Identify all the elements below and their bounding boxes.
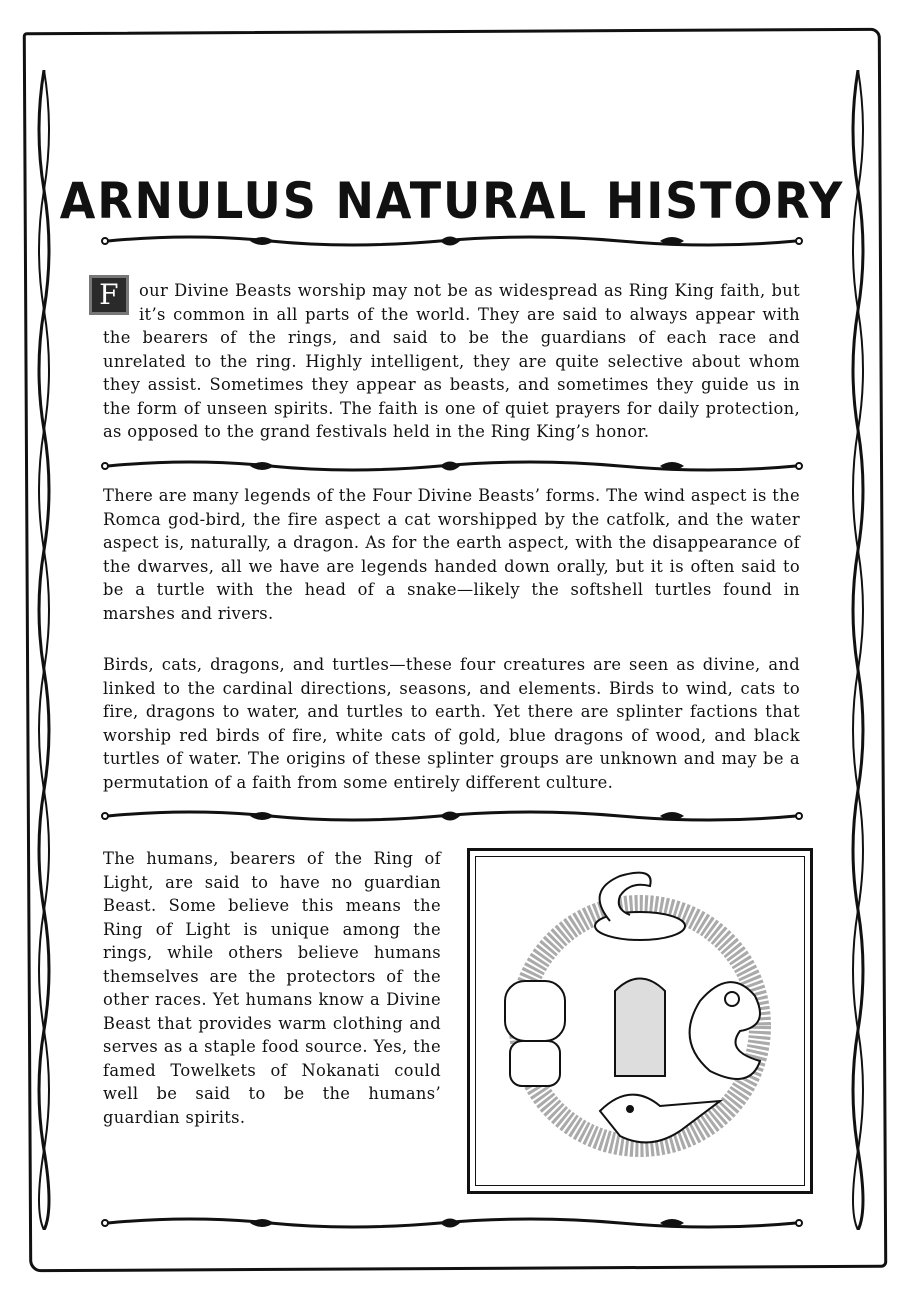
paragraph-intro: [99, 278, 800, 444]
paragraph-humans: The humans, bearers of the Ring of Light, are said to have no guardian Beast. Some believe this means the Ring of Light is unique among the rings, while others believe humans themselves are the protectors of the other races. Yet humans know a Divine Beast that provides warm clothing and serves as a staple food source. Yes, the famed Towelkets of Nokanati could well be said to be the humans’ guardian spirits.: [103, 849, 441, 1127]
paragraph-creatures: Birds, cats, dragons, and turtles—these four creatures are seen as divine, and linked to the cardinal directions, seasons, and elements. Birds to wind, cats to fire, dragons to water, and turtles to earth. Yet there are splinter factions that worship red birds of fire, white cats of gold, blue dragons of wood, and black turtles of water. The origins of these splinter groups are unknown and may be a permutation of a faith from some entirely different culture.: [103, 655, 800, 792]
ornamental-divider: [100, 1213, 804, 1233]
ornamental-divider: [100, 231, 804, 251]
left-vine-ornament: [32, 70, 56, 1230]
four-divine-beasts-illustration: [467, 848, 813, 1194]
cat-icon: [505, 981, 565, 1086]
ornamental-divider: [100, 806, 804, 826]
ornamental-divider: [100, 456, 804, 476]
drop-cap: F: [89, 275, 129, 315]
towelket-icon: [615, 979, 665, 1077]
paragraph-legends: There are many legends of the Four Divine Beasts’ forms. The wind aspect is the Romca god-bird, the fire aspect a cat worshipped by the catfolk, and the water aspect is, naturally, a dragon. As for the earth aspect, with the disappearance of the dwarves, all we have are legends handed down orally, but it is often said to be a turtle with the head of a snake—likely the softshell turtles found in marshes and rivers.: [103, 486, 800, 623]
paragraph-text: our Divine Beasts worship may not be as widespread as Ring King faith, but it’s common in all parts of the world. They are said to always appear with the bearers of the rings, and said to be the guardians of each race and unrelated to the ring. Highly intelligent, they are quite selective about whom they assist. Sometimes they appear as beasts, and sometimes they guide us in the form of unseen spirits. The faith is one of quiet prayers for daily protection, as opposed to the grand festivals held in the Ring King’s honor.: [103, 281, 800, 441]
right-vine-ornament: [846, 70, 870, 1230]
page-title: ARNULUS NATURAL HISTORY: [59, 171, 845, 230]
